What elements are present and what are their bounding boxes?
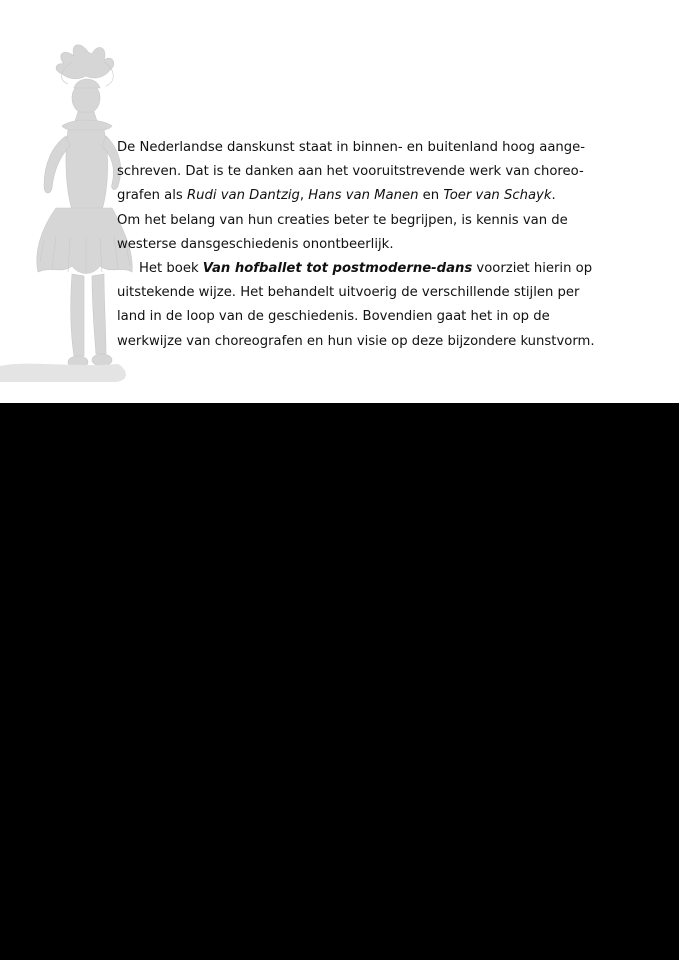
choreographer-name: Toer van Schayk	[443, 188, 552, 204]
text-line: uitstekende wijze. Het behandelt uitvoerig de verschillende stijlen per	[117, 285, 580, 301]
text-line: Om het belang van hun creaties beter te begrijpen, is kennis van de	[117, 212, 568, 228]
bottom-black-panel	[0, 403, 679, 960]
text-line: land in de loop van de geschiedenis. Bovendien gaat het in op de	[117, 309, 550, 325]
text-line: werkwijze van choreografen en hun visie op deze bijzondere kunstvorm.	[117, 333, 595, 349]
text-line: westerse dansgeschiedenis onontbeerlijk.	[117, 236, 394, 252]
text-line: grafen als Rudi van Dantzig, Hans van Manen en Toer van Schayk.	[117, 188, 556, 204]
book-title: Van hofballet tot postmoderne-dans	[202, 261, 473, 277]
text-line: De Nederlandse danskunst staat in binnen- en buitenland hoog aange-	[117, 140, 585, 155]
choreographer-name: Hans van Manen	[308, 188, 419, 204]
intro-text	[117, 136, 595, 354]
text-line: Het boek Van hofballet tot postmoderne-dans voorziet hierin op	[139, 261, 593, 277]
text-line: schreven. Dat is te danken aan het vooruitstrevende werk van choreo-	[117, 164, 584, 180]
choreographer-name: Rudi van Dantzig	[187, 188, 300, 204]
